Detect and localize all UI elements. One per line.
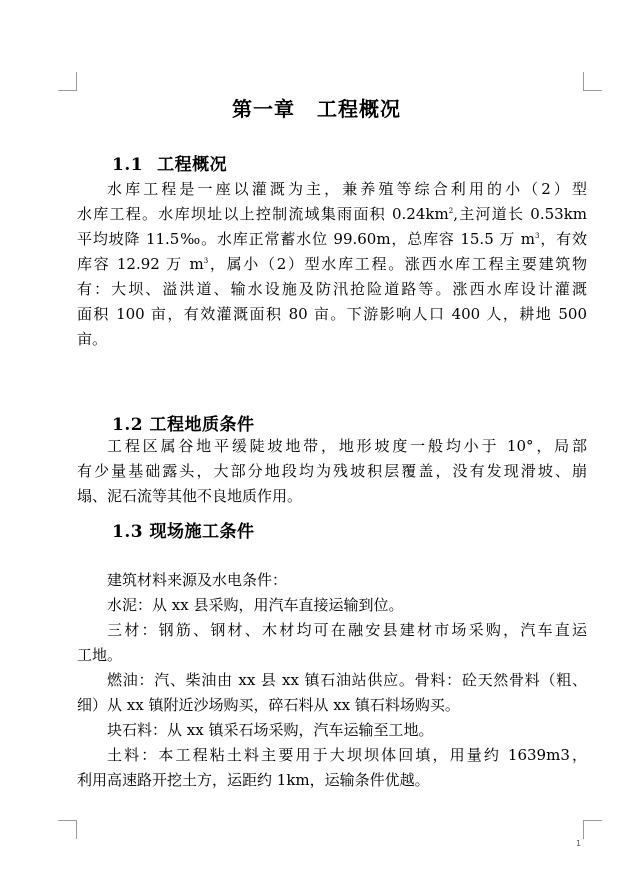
chapter-name: 工程概况: [317, 97, 401, 121]
paragraph-line: 水库工程。水库坝址以上控制流域集雨面积 $0.24km^2$,主河道长 0.53km: [77, 205, 588, 223]
section-1-1-heading: [112, 150, 227, 175]
section-1-2-paragraph: [77, 434, 587, 509]
paragraph-line: 有：大坝、溢洪道、输水设施及防汛抢险道路等。涨西水库设计灌溉: [77, 280, 587, 298]
paragraph-line: 利用高速路开挖土方，运距约 1km，运输条件优越。: [77, 771, 430, 789]
paragraph-line: 面积 100 亩，有效灌溉面积 80 亩。下游影响人口 400 人，耕地 500: [77, 305, 587, 323]
paragraph-line: 建筑材料来源及水电条件：: [107, 571, 288, 589]
paragraph-line: 库容 12.92 万 $m^3$，属小（2）型水库工程。涨西水库工程主要建筑物: [77, 255, 587, 273]
paragraph-line: 燃油：汽、柴油由 xx 县 xx 镇石油站供应。骨料：砼天然骨料（粗、: [107, 671, 587, 689]
section-1-3-heading: 1.3 现场施工条件: [112, 522, 255, 542]
paragraph-line: 块石料：从 xx 镇采石场采购，汽车运输至工地。: [107, 721, 434, 739]
page-number: 1: [576, 839, 582, 848]
paragraph-line: 细）从 xx 镇附近沙场购买，碎石料从 xx 镇石料场购买。: [77, 696, 460, 714]
section-1-2-heading: 1.2 工程地质条件: [112, 415, 255, 435]
section-1-1-number: 1.1: [112, 155, 144, 175]
section-1-3-paragraph: [77, 568, 587, 793]
paragraph-line: 水库工程是一座以灌溉为主，兼养殖等综合利用的小（2）型: [107, 180, 587, 198]
paragraph-line: 土料：本工程粘土料主要用于大坝坝体回填，用量约 1639m3，: [107, 746, 587, 764]
paragraph-line: 亩。: [77, 330, 108, 348]
section-1-1-title: 工程概况: [157, 155, 228, 175]
paragraph-line: 平均坡降 11.5‰。水库正常蓄水位 99.60m，总库容 15.5 万 $m^3$，有效: [77, 230, 587, 248]
chapter-number: 第一章: [232, 97, 295, 121]
paragraph-line: 塌、泥石流等其他不良地质作用。: [77, 487, 303, 505]
paragraph-line: 三材：钢筋、钢材、木材均可在融安县建材市场采购，汽车直运: [107, 621, 587, 639]
paragraph-line: 工地。: [77, 646, 123, 664]
paragraph-line: 水泥：从 xx 县采购，用汽车直接运输到位。: [107, 596, 404, 614]
chapter-title: [0, 93, 633, 122]
paragraph-line: 工程区属谷地平缓陡坡地带，地形坡度一般均小于 10°，局部: [107, 437, 587, 455]
paragraph-line: 有少量基础露头，大部分地段均为残坡积层覆盖，没有发现滑坡、崩: [77, 462, 587, 480]
section-1-1-paragraph: [77, 177, 587, 352]
